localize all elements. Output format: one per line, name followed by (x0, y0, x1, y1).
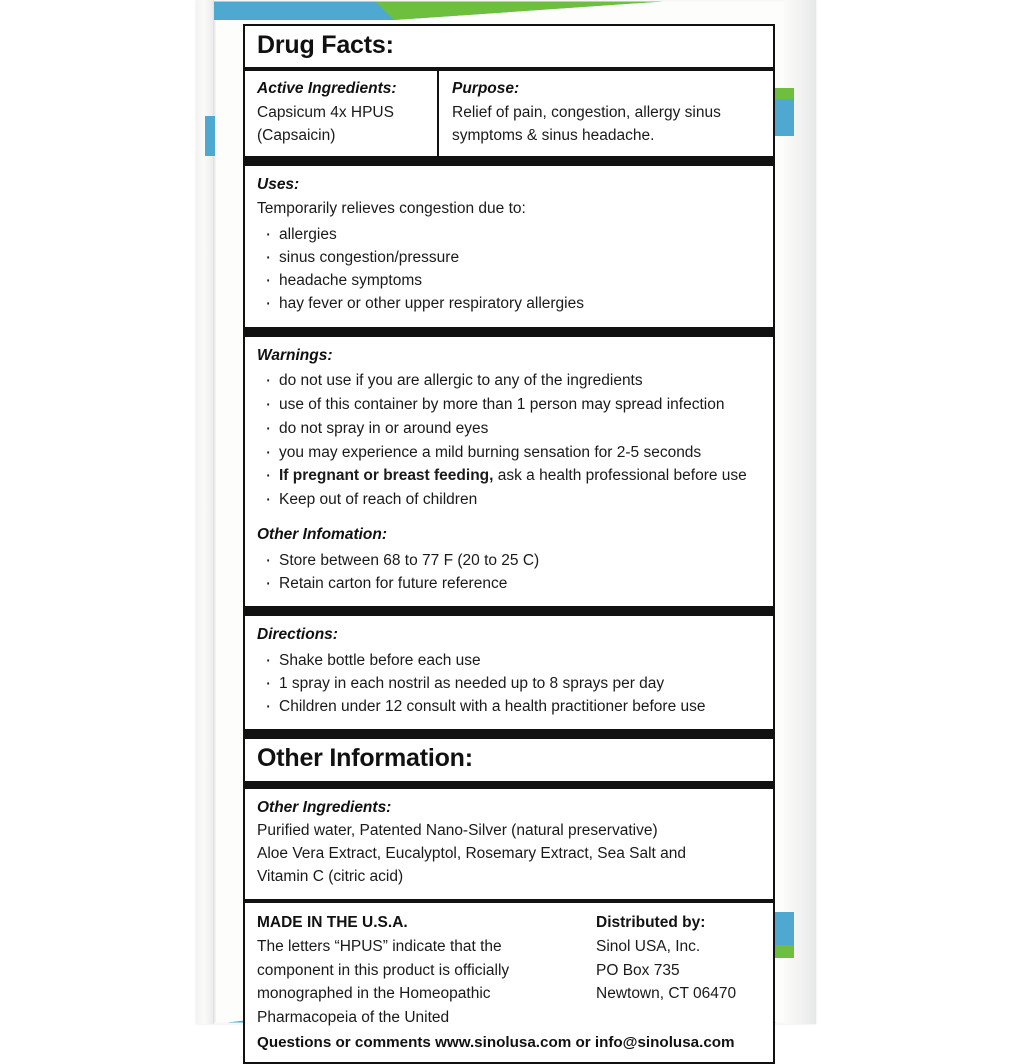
purpose-heading: Purpose: (452, 80, 520, 98)
distributed-by-label: Distributed by: (596, 914, 706, 932)
made-in-usa-label: MADE IN THE U.S.A. (257, 914, 408, 932)
drug-facts-label (243, 24, 775, 1064)
other-ingredients-line: Purified water, Patented Nano-Silver (natural preservative) (257, 822, 658, 840)
footer-distributor-column (587, 911, 763, 1029)
purpose-line: symptoms & sinus headache. (452, 126, 655, 144)
list-item: · sinus congestion/pressure (257, 246, 763, 269)
uses-intro: Temporarily relieves congestion due to: (257, 199, 526, 217)
list-item: · headache symptoms (257, 269, 763, 292)
other-ingredients-line: Aloe Vera Extract, Eucalyptol, Rosemary Extract, Sea Salt and (257, 844, 687, 862)
list-item: · allergies (257, 223, 763, 246)
footer-columns (257, 911, 763, 1029)
list-item-pregnancy (257, 464, 763, 488)
hpus-line: component in this product is officially (257, 961, 510, 979)
uses-heading: Uses: (257, 176, 300, 194)
other-ingredients-block (243, 787, 775, 902)
list-item: · Children under 12 consult with a health practitioner before use (257, 695, 763, 718)
other-information-banner-block (243, 737, 775, 782)
other-ingredients-line: Vitamin C (citric acid) (257, 867, 404, 885)
pregnancy-warning-bold: If pregnant or breast feeding, (279, 467, 494, 485)
uses-list (257, 223, 763, 316)
page-title: Drug Facts: (257, 31, 394, 59)
active-ingredients-heading: Active Ingredients: (257, 80, 397, 98)
footer-block (243, 901, 775, 1064)
hpus-line: monographed in the Homeopathic (257, 985, 491, 1003)
list-item: · you may experience a mild burning sensation for 2-5 seconds (257, 441, 763, 465)
directions-list (257, 649, 763, 719)
hpus-line: The letters “HPUS” indicate that the (257, 937, 502, 955)
list-item: · Shake bottle before each use (257, 649, 763, 672)
active-ingredients-line: (Capsaicin) (257, 126, 336, 144)
pregnancy-warning-rest: ask a health professional before use (493, 467, 747, 485)
footer-made-in-column (257, 911, 587, 1029)
purpose-cell (439, 71, 773, 156)
brand-swoosh-top-graphic (214, 0, 784, 20)
purpose-line: Relief of pain, congestion, allergy sinus (452, 103, 721, 121)
distributor-line: Sinol USA, Inc. (596, 937, 701, 955)
warnings-block (243, 335, 775, 609)
uses-block (243, 164, 775, 328)
list-item: · 1 spray in each nostril as needed up to 8 sprays per day (257, 672, 763, 695)
other-ingredients-heading: Other Ingredients: (257, 798, 392, 816)
warnings-list (257, 369, 763, 512)
warnings-heading: Warnings: (257, 346, 333, 364)
list-item: · Keep out of reach of children (257, 488, 763, 512)
distributor-line: Newtown, CT 06470 (596, 985, 737, 1003)
other-information-banner-title: Other Information: (257, 744, 473, 773)
accent-patch-right-bottom (775, 912, 794, 958)
other-infomation-list (257, 549, 763, 596)
accent-patch-right-top (775, 88, 794, 136)
list-item: · hay fever or other upper respiratory allergies (257, 292, 763, 315)
active-ingredients-line: Capsicum 4x HPUS (257, 103, 394, 121)
list-item: · Store between 68 to 77 F (20 to 25 C) (257, 549, 763, 572)
list-item: · Retain carton for future reference (257, 572, 763, 595)
directions-heading: Directions: (257, 626, 338, 644)
distributor-line: PO Box 735 (596, 961, 680, 979)
accent-patch-left (205, 116, 215, 156)
list-item: · do not use if you are allergic to any of the ingredients (257, 369, 763, 393)
directions-block (243, 614, 775, 731)
list-item: · use of this container by more than 1 person may spread infection (257, 393, 763, 417)
active-ingredients-cell (245, 71, 439, 156)
active-ingredients-purpose-row (243, 69, 775, 158)
carton-right-edge (784, 0, 816, 1024)
contact-line: Questions or comments www.sinolusa.com or info@sinolusa.com (257, 1034, 735, 1052)
drug-facts-title-block (243, 24, 775, 69)
list-item: · do not spray in or around eyes (257, 417, 763, 441)
hpus-line: Pharmacopeia of the United (257, 1008, 450, 1026)
other-infomation-heading: Other Infomation: (257, 526, 388, 544)
